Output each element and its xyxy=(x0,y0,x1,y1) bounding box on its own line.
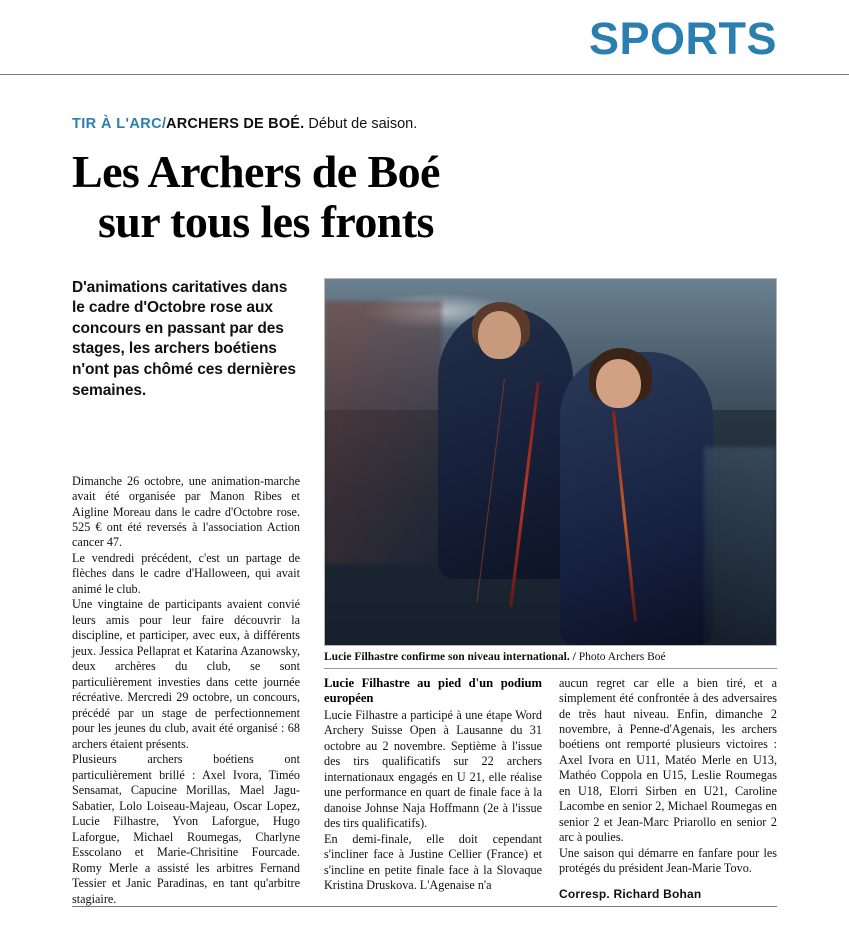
paragraph: Lucie Filhastre a participé à une étape Word Archery Suisse Open à Lausanne du 31 octobre au 2 novembre. Septième à l'issue des tirs qualificatifs sur 22 archers internationaux engagés en U 21, elle réalise une performance en quart de finale face à la danoise Johnse Naja Hoffmann (2e à l'issue des tirs qualificatifs). xyxy=(324,707,542,831)
paragraph: Une saison qui démarre en fanfare pour les protégés du président Jean-Marie Tovo. xyxy=(559,845,777,876)
article-kicker xyxy=(72,116,777,133)
byline: Corresp. Richard Bohan xyxy=(559,886,702,901)
kicker-rubric: TIR À L'ARC xyxy=(72,116,163,132)
photo-credit: Photo Archers Boé xyxy=(575,650,666,663)
headline-line-2: sur tous les fronts xyxy=(98,196,434,248)
photo-foreground-blur-left xyxy=(325,301,442,565)
photo-archer-back-head xyxy=(478,311,521,359)
photo-block xyxy=(324,278,777,669)
page-title xyxy=(72,147,777,246)
paragraph: aucun regret car elle a bien tiré, et a simplement été confrontée à des adversaires de très haut niveau. Enfin, dimanche 2 novembre, à Penne-d'Agenais, les archers boétiens ont remporté plusieurs victoires : Axel Ivora en U11, Matéo Merle en U13, Mathéo Coppola en U15, Leslie Roumegas en U18, Elorri Sirben en U21, Caroline Lacombe en senior 2, Michael Roumegas en senior 2 et Jean-Marc Priarollo en senior 2 arc à poulies. xyxy=(559,675,777,845)
paragraph: Dimanche 26 octobre, une animation-marche avait été organisée par Manon Ribes et Aigline Moreau dans le cadre d'Octobre rose. 525 € ont été reversés à l'association Action cancer 47. xyxy=(72,473,300,550)
caption-divider xyxy=(324,668,777,669)
paragraph: En demi-finale, elle doit cependant s'incliner face à Justine Cellier (France) et s'incline en petite finale face à la Slovaque Kristina Druskova. L'Agenaise n'a xyxy=(324,831,542,893)
header-divider xyxy=(0,74,849,75)
paragraph: Une vingtaine de participants avaient convié leurs amis pour leur faire découvrir la discipline, et participer, avec eux, à différents jeux. Jessica Pellaprat et Katarina Azanowsky, deux archères du club, se sont particulièrement investies dans cette journée récréative. Mercredi 29 octobre, un concours, précédé par un stage de perfectionnement pour les jeunes du club, avait été organisé : 68 archers étaient présents. xyxy=(72,597,300,751)
kicker-tail: Début de saison. xyxy=(304,116,418,132)
article-column-1 xyxy=(72,474,300,908)
paragraph: Plusieurs archers boétiens ont particulièrement brillé : Axel Ivora, Timéo Sensamat, Capucine Morillas, Mael Jagu-Sabatier, Lolo Loiseau-Majeau, Oscar Lopez, Lucie Filhastre, Yvon Laforgue, Hugo Laforgue, Michael Roumegas, Charlyne Esscolano et Marie-Chrisitine Fourcade. Romy Merle a assisté les arbitres Fernand Tessier et Janic Paradinas, en tant qu'arbitre stagiaire. xyxy=(72,752,300,906)
section-title: SPORTS xyxy=(588,13,777,64)
photo-caption-separator: / xyxy=(572,650,576,663)
paragraph: Le vendredi précédent, c'est un partage de flèches dans le cadre d'Halloween, qui avait animé le club. xyxy=(72,550,300,596)
photo-caption-text: Lucie Filhastre confirme son niveau international. xyxy=(324,650,570,663)
kicker-separator: / xyxy=(162,116,167,132)
headline-line-1: Les Archers de Boé xyxy=(72,146,440,198)
masthead xyxy=(72,0,777,72)
article-column-2 xyxy=(324,676,542,894)
photo-archer-front-head xyxy=(596,359,641,408)
kicker-subject: ARCHERS DE BOÉ. xyxy=(166,116,305,132)
article-column-3 xyxy=(559,676,777,903)
section-subheading: Lucie Filhastre au pied d'un podium européen xyxy=(324,675,542,705)
standfirst: D'animations caritatives dans le cadre d'Octobre rose aux concours en passant par des stages, les archers boétiens n'ont pas chômé ces dernières semaines. xyxy=(72,278,296,399)
photo-foreground-blur-right xyxy=(704,447,776,645)
photo-caption xyxy=(324,650,777,664)
article-photo xyxy=(324,278,777,646)
footer-divider xyxy=(72,906,777,907)
